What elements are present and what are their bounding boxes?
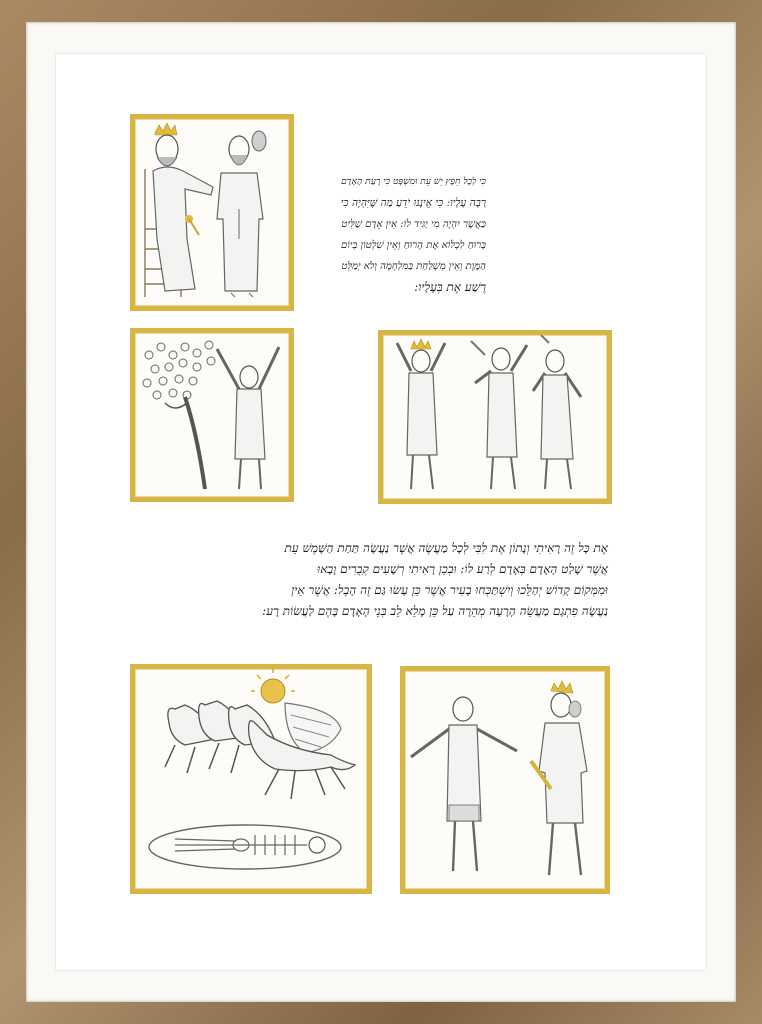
illustration-panel-two-figures — [400, 666, 610, 894]
illustration-panel-horses-skeleton — [130, 664, 372, 894]
verse-line: הַמָּוֶת וְאֵין מִשְׁלַחַת בַּמִּלְחָמָה וְלֹא יְמַלֵּט — [341, 261, 486, 272]
illustration-panel-king-sage — [130, 114, 294, 311]
two-figures-king-icon — [405, 671, 605, 889]
verse-line: נַעֲשָׂה פִתְגָם מַעֲשֵׂה הָרָעָה מְהֵרָה עַל כֵּן מָלֵא לֵב בְּנֵי הָאָדָם בָּהֶם לַעֲשׂוֹת רָע: — [262, 604, 608, 618]
verse-block-2 — [134, 538, 608, 622]
verse-block-1 — [338, 172, 486, 298]
verse-line: כִּי לְכָל חֵפֶץ יֵשׁ עֵת וּמִשְׁפָּט כִּי רָעַת הָאָדָם — [341, 177, 486, 187]
verse-line: בָּרוּחַ לִכְלוֹא אֶת הָרוּחַ וְאֵין שִׁלְטוֹן בְּיוֹם — [341, 240, 486, 251]
verse-line: וּמִמְּקוֹם קָדוֹשׁ יְהַלֵּכוּ וְיִשְׁתַּכְּחוּ בָעִיר אֲשֶׁר כֵּן עָשׂוּ גַּם זֶה הָבֶל: אֲשֶׁר אֵין — [291, 583, 608, 597]
verse-line: רֶשַׁע אֶת בְּעָלָיו: — [414, 280, 486, 294]
chariot-horses-skeleton-icon — [135, 669, 367, 889]
illustration-panel-tree-figure — [130, 328, 294, 502]
king-and-sage-icon — [135, 119, 289, 306]
verse-line: אֲשֶׁר שָׁלַט הָאָדָם בְּאָדָם לְרַע לוֹ: וּבְכֵן רָאִיתִי רְשָׁעִים קְבֻרִים וָבָאוּ — [317, 562, 608, 576]
verse-line: אֶת כָּל זֶה רָאִיתִי וְנָתוֹן אֶת לִבִּי לְכָל מַעֲשֶׂה אֲשֶׁר נַעֲשָׂה תַּחַת הַשָּׁמֶשׁ עֵת — [284, 541, 608, 555]
three-figures-icon — [383, 335, 607, 499]
illustration-panel-three-figures — [378, 330, 612, 504]
verse-line: כַּאֲשֶׁר יִהְיֶה מִי יַגִּיד לוֹ: אֵין אָדָם שַׁלִּיט — [341, 219, 486, 230]
verse-line: רַבָּה עָלָיו: כִּי אֵינֶנּוּ יֹדֵעַ מַה שֶּׁיִּהְיֶה כִּי — [340, 197, 486, 209]
tree-and-figure-icon — [135, 333, 289, 497]
